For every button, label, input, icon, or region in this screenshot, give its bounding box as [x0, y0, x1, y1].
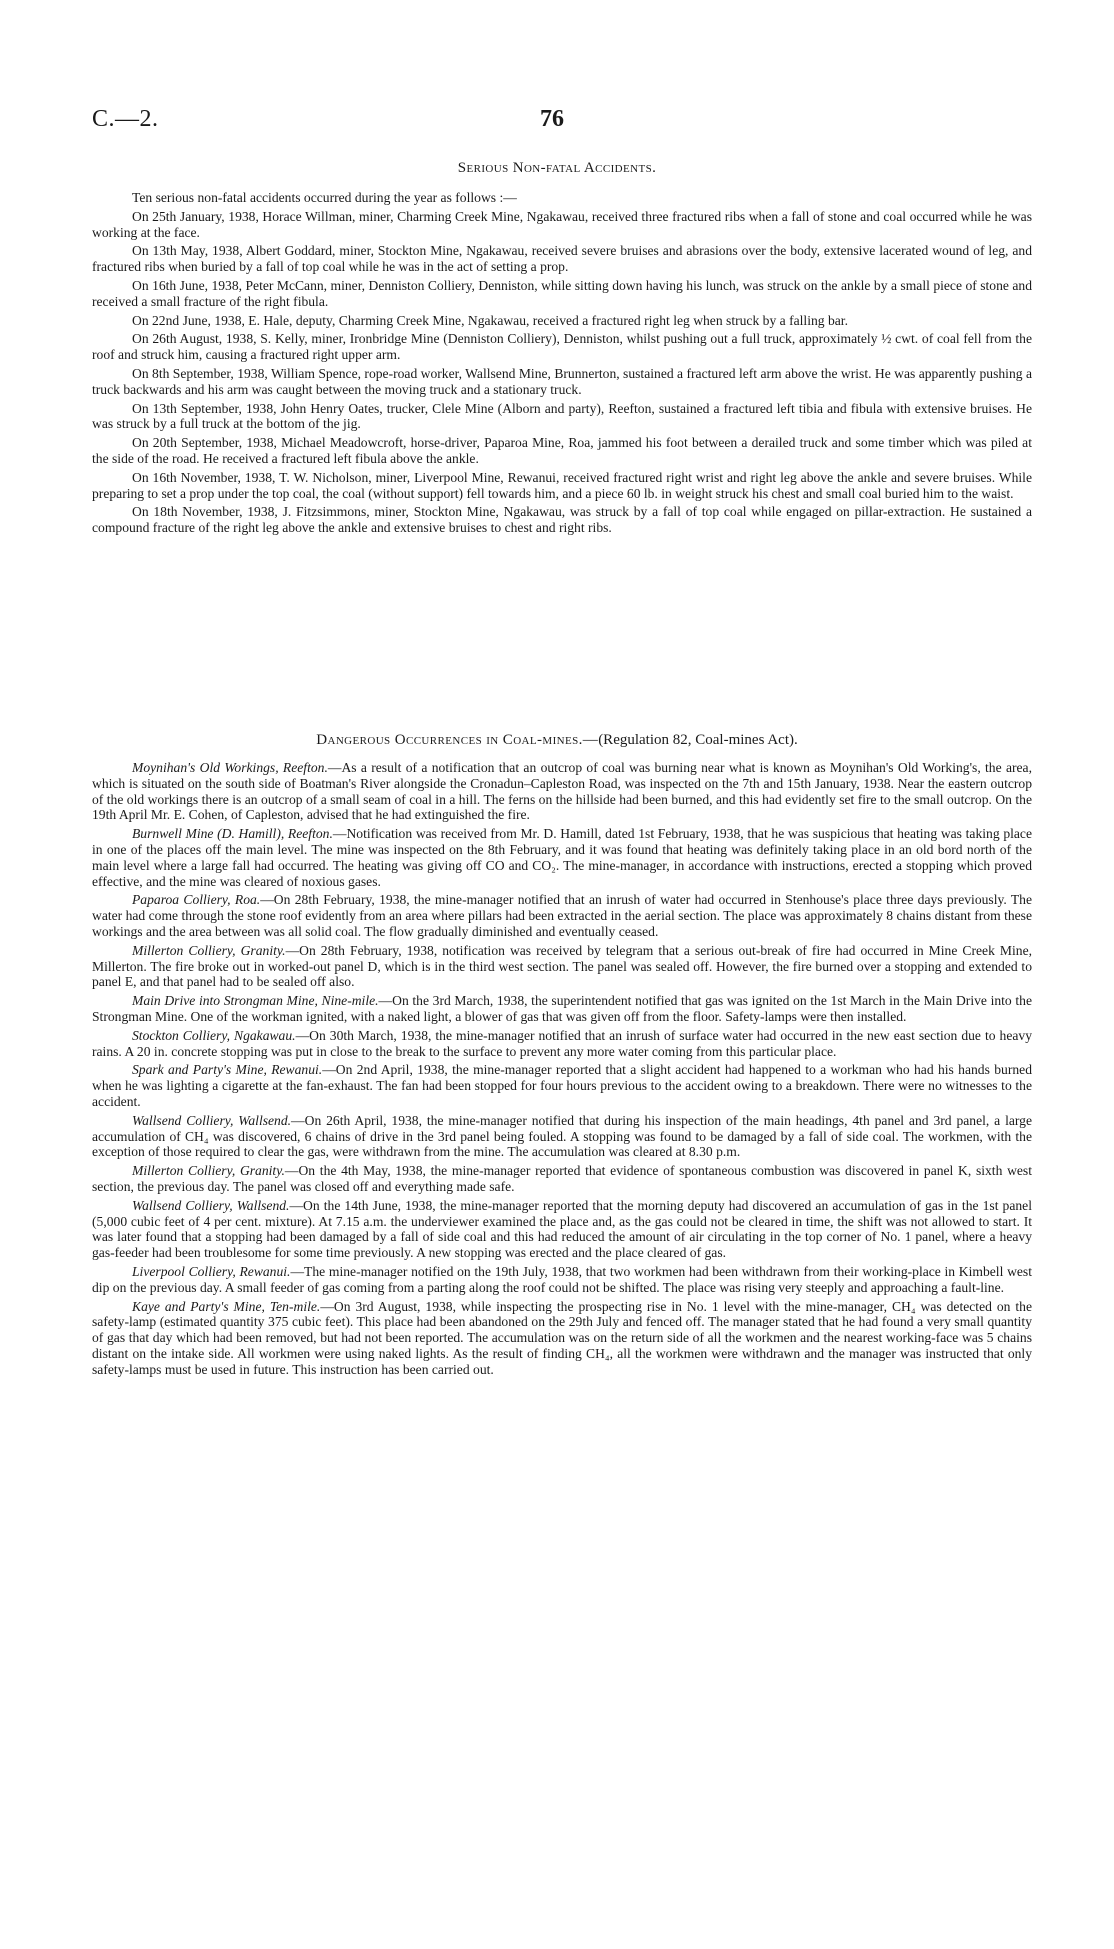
section-dangerous-body [92, 760, 1032, 1380]
accident-paragraph: On 16th June, 1938, Peter McCann, miner, Denniston Colliery, Denniston, while sitting down having his lunch, was struck on the ankle by a small piece of stone and received a small fracture of the right fibula. [92, 277, 1032, 309]
accident-paragraph: On 22nd June, 1938, E. Hale, deputy, Charming Creek Mine, Ngakawau, received a fractured right leg when struck by a falling bar. [132, 312, 848, 328]
occurrence-text: —On 30th March, 1938, the mine-manager notified that an inrush of surface water had occurred in the new east section due to heavy rains. A 20 in. concrete stopping was put in close to the break to the surface to prevent any more water coming from this particular place. [92, 1027, 1032, 1059]
document-code: C.—2. [92, 106, 159, 132]
occurrence-text: —On 28th February, 1938, the mine-manager notified that an inrush of water had occurred in Stenhouse's place three days previously. The water had come through the stone roof evidently from an area where pillars had been extracted in the aerial section. The place was approximately 8 chains distant from these workings and the area between was all solid coal. The flow gradually diminished and eventually ceased. [92, 892, 1033, 939]
accident-paragraph: On 26th August, 1938, S. Kelly, miner, Ironbridge Mine (Denniston Colliery), Denniston, whilst pushing out a full truck, approximately ½ cwt. of coal fell from the roof and struck him, causing a fractured right upper arm. [92, 331, 1032, 363]
occurrence-paragraph [92, 760, 1032, 823]
occurrence-text: —Notification was received from Mr. D. Hamill, dated 1st February, 1938, that he was suspicious that heating was taking place in one of the places off the main level. The mine was inspected on the 8th February, and it was found that heating was definitely taking place in an old bord north of the main level where a large fall had occurred. The heating was giving off CO and CO₂. The mine-manager, in accordance with instructions, erected a stopping which proved effective, and the mine was cleared of noxious gases. [92, 826, 1032, 889]
accident-paragraph: On 8th September, 1938, William Spence, rope-road worker, Wallsend Mine, Brunnerton, sustained a fractured left arm above the wrist. He was apparently pushing a truck backwards and his arm was caught between the moving truck and a stationary truck. [92, 365, 1032, 397]
occurrence-text: —On 3rd August, 1938, while inspecting the prospecting rise in No. 1 level with the mine-manager, CH₄ was detected on the safety-lamp (estimated quantity 375 cubic feet). This place had been abandoned on the 29th July and fenced off. The manager stated that he had found a very small quantity of gas that day which had been removed, but had not been reported. The accumulation was on the return side of all the workmen and the nearest working-face was 5 chains distant on the intake side. All workmen were using naked lights. As the result of finding CH₄, all the workmen were withdrawn and the manager was instructed that only safety-lamps must be used in future. This instruction has been carried out. [92, 1298, 1032, 1377]
occurrence-text: —On 26th April, 1938, the mine-manager notified that during his inspection of the main headings, 4th panel and 3rd panel, a large accumulation of CH₄ was discovered, 6 chains of drive in the 3rd panel being fouled. A stopping was found to be damaged by a fall of side coal. The workmen, with the exception of those required to clear the gas, were withdrawn from the mine. The accumulation was cleared at 8.30 p.m. [92, 1112, 1032, 1160]
accident-paragraph: On 13th September, 1938, John Henry Oates, trucker, Clele Mine (Alborn and party), Reefton, sustained a fractured left tibia and fibula with extensive bruises. He was struck by a full truck at the bottom of the jig. [92, 400, 1032, 432]
occurrence-paragraph [92, 1264, 1032, 1296]
occurrence-location: Wallsend Colliery, Wallsend. [132, 1112, 292, 1128]
occurrence-paragraph [92, 892, 1032, 939]
occurrence-location: Main Drive into Strongman Mine, Nine-mile. [132, 993, 379, 1009]
occurrence-text: —On the 14th June, 1938, the mine-manager reported that the morning deputy had discovered an accumulation of gas in the 1st panel (5,000 cubic feet of 4 per cent. mixture). At 7.15 a.m. the underviewer examined the place and, as the gas could not be cleared in time, the shift was not allowed to start. It was later found that a stopping had been damaged by a fall of side coal and this had reduced the amount of air circulating in the top corner of No. 1 panel, where a heavy gas-feeder had been troublesome for some time previously. A new stopping was erected and the place cleared of gas. [92, 1197, 1032, 1261]
occurrence-location: Liverpool Colliery, Rewanui. [132, 1263, 291, 1279]
occurrence-location: Burnwell Mine (D. Hamill), Reefton. [132, 826, 333, 842]
occurrence-location: Moynihan's Old Workings, Reefton. [132, 760, 328, 775]
occurrence-paragraph [92, 1062, 1032, 1109]
occurrence-location: Millerton Colliery, Granity. [132, 1163, 285, 1179]
occurrence-paragraph [92, 1028, 1032, 1060]
occurrence-location: Millerton Colliery, Granity. [132, 942, 286, 958]
section-title-regulation: (Regulation 82, Coal-mines Act). [598, 732, 798, 748]
occurrence-paragraph [92, 1113, 1032, 1160]
occurrence-location: Kaye and Party's Mine, Ten-mile. [132, 1298, 321, 1314]
occurrence-paragraph [92, 1198, 1032, 1261]
section-intro: Ten serious non-fatal accidents occurred during the year as follows :— [132, 190, 517, 205]
occurrence-paragraph [92, 826, 1032, 889]
section-title-text: Dangerous Occurrences in Coal-mines.— [316, 732, 599, 748]
occurrence-paragraph [92, 1163, 1032, 1195]
section-title-accidents: Serious Non-fatal Accidents. [457, 160, 657, 176]
occurrence-text: —On the 4th May, 1938, the mine-manager reported that evidence of spontaneous combustion was discovered in panel K, sixth west section, the previous day. The panel was closed off and everything made safe. [92, 1163, 1033, 1194]
occurrence-location: Wallsend Colliery, Wallsend. [132, 1197, 290, 1213]
occurrence-paragraph [92, 1299, 1032, 1378]
accident-paragraph: On 13th May, 1938, Albert Goddard, miner, Stockton Mine, Ngakawau, received severe bruises and abrasions over the body, extensive lacerated wound of leg, and fractured ribs when buried by a fall of top coal while he was in the act of setting a prop. [92, 243, 1032, 275]
accident-paragraph: On 18th November, 1938, J. Fitzsimmons, miner, Stockton Mine, Ngakawau, was struck by a fall of top coal while engaged on pillar-extraction. He sustained a compound fracture of the right leg above the ankle and extensive bruises to chest and right ribs. [92, 504, 1032, 536]
occurrence-location: Stockton Colliery, Ngakawau. [132, 1027, 296, 1043]
occurrence-location: Paparoa Colliery, Roa. [132, 892, 261, 908]
page-header [92, 106, 1032, 140]
accident-paragraph: On 20th September, 1938, Michael Meadowcroft, horse-driver, Paparoa Mine, Roa, jammed his foot between a derailed truck and some timber which was piled at the side of the road. He received a fractured left fibula above the ankle. [92, 435, 1032, 466]
occurrence-text: —On 28th February, 1938, notification was received by telegram that a serious out-break of fire had occurred in Mine Creek Mine, Millerton. The fire broke out in worked-out panel D, which is in the third west section. The panel was sealed off. However, the fire burned over a stopping and extended to panel E, and that panel had to be sealed off also. [92, 942, 1032, 990]
occurrence-text: —As a result of a notification that an outcrop of coal was burning near what is known as Moynihan's Old Working's, the area, which is situated on the south side of Boatman's River alongside the Cronadun–Capleston Road, was inspected on the 7th and 15th January, 1938. Near the eastern outcrop of the old workings there is an outcrop of a small seam of coal in a hill. The ferns on the hillside had been burned, and this had evidently set fire to the small outcrop. On the 19th April Mr. E. Cohen, of Capleston, advised that he had extinguished the fire. [92, 760, 1032, 823]
section-accidents-body [92, 190, 1032, 539]
occurrence-text: —On the 3rd March, 1938, the superintendent notified that gas was ignited on the 1st March in the Main Drive into the Strongman Mine. One of the workman ignited, with a naked light, a blower of gas that was given off from the floor. Safety-lamps were then installed. [92, 993, 1032, 1024]
section-title-dangerous [0, 732, 1114, 749]
occurrence-location: Spark and Party's Mine, Rewanui. [132, 1062, 323, 1078]
accident-paragraph: On 16th November, 1938, T. W. Nicholson, miner, Liverpool Mine, Rewanui, received fractured right wrist and right leg above the ankle and severe bruises. While preparing to set a prop under the top coal, the coal (without support) fell towards him, and a piece 60 lb. in weight struck his chest and small coal buried him to the waist. [92, 469, 1032, 501]
accident-paragraph: On 25th January, 1938, Horace Willman, miner, Charming Creek Mine, Ngakawau, received three fractured ribs when a fall of stone and coal occurred while he was working at the face. [92, 208, 1032, 240]
occurrence-paragraph [92, 943, 1032, 990]
occurrence-text: —On 2nd April, 1938, the mine-manager reported that a slight accident had happened to a workman who had his hands burned when he was lighting a cigarette at the fan-exhaust. The fan had been stopped for four hours previous to the accident owing to a breakdown. There were no witnesses to the accident. [92, 1062, 1032, 1109]
page-number: 76 [540, 106, 564, 132]
occurrence-text: —The mine-manager notified on the 19th July, 1938, that two workmen had been withdrawn from their working-place in Kimbell west dip on the previous day. A small feeder of gas coming from a parting along the roof could not be shifted. The place was rising very steeply and approaching a fault-line. [92, 1263, 1032, 1295]
occurrence-paragraph [92, 993, 1032, 1025]
